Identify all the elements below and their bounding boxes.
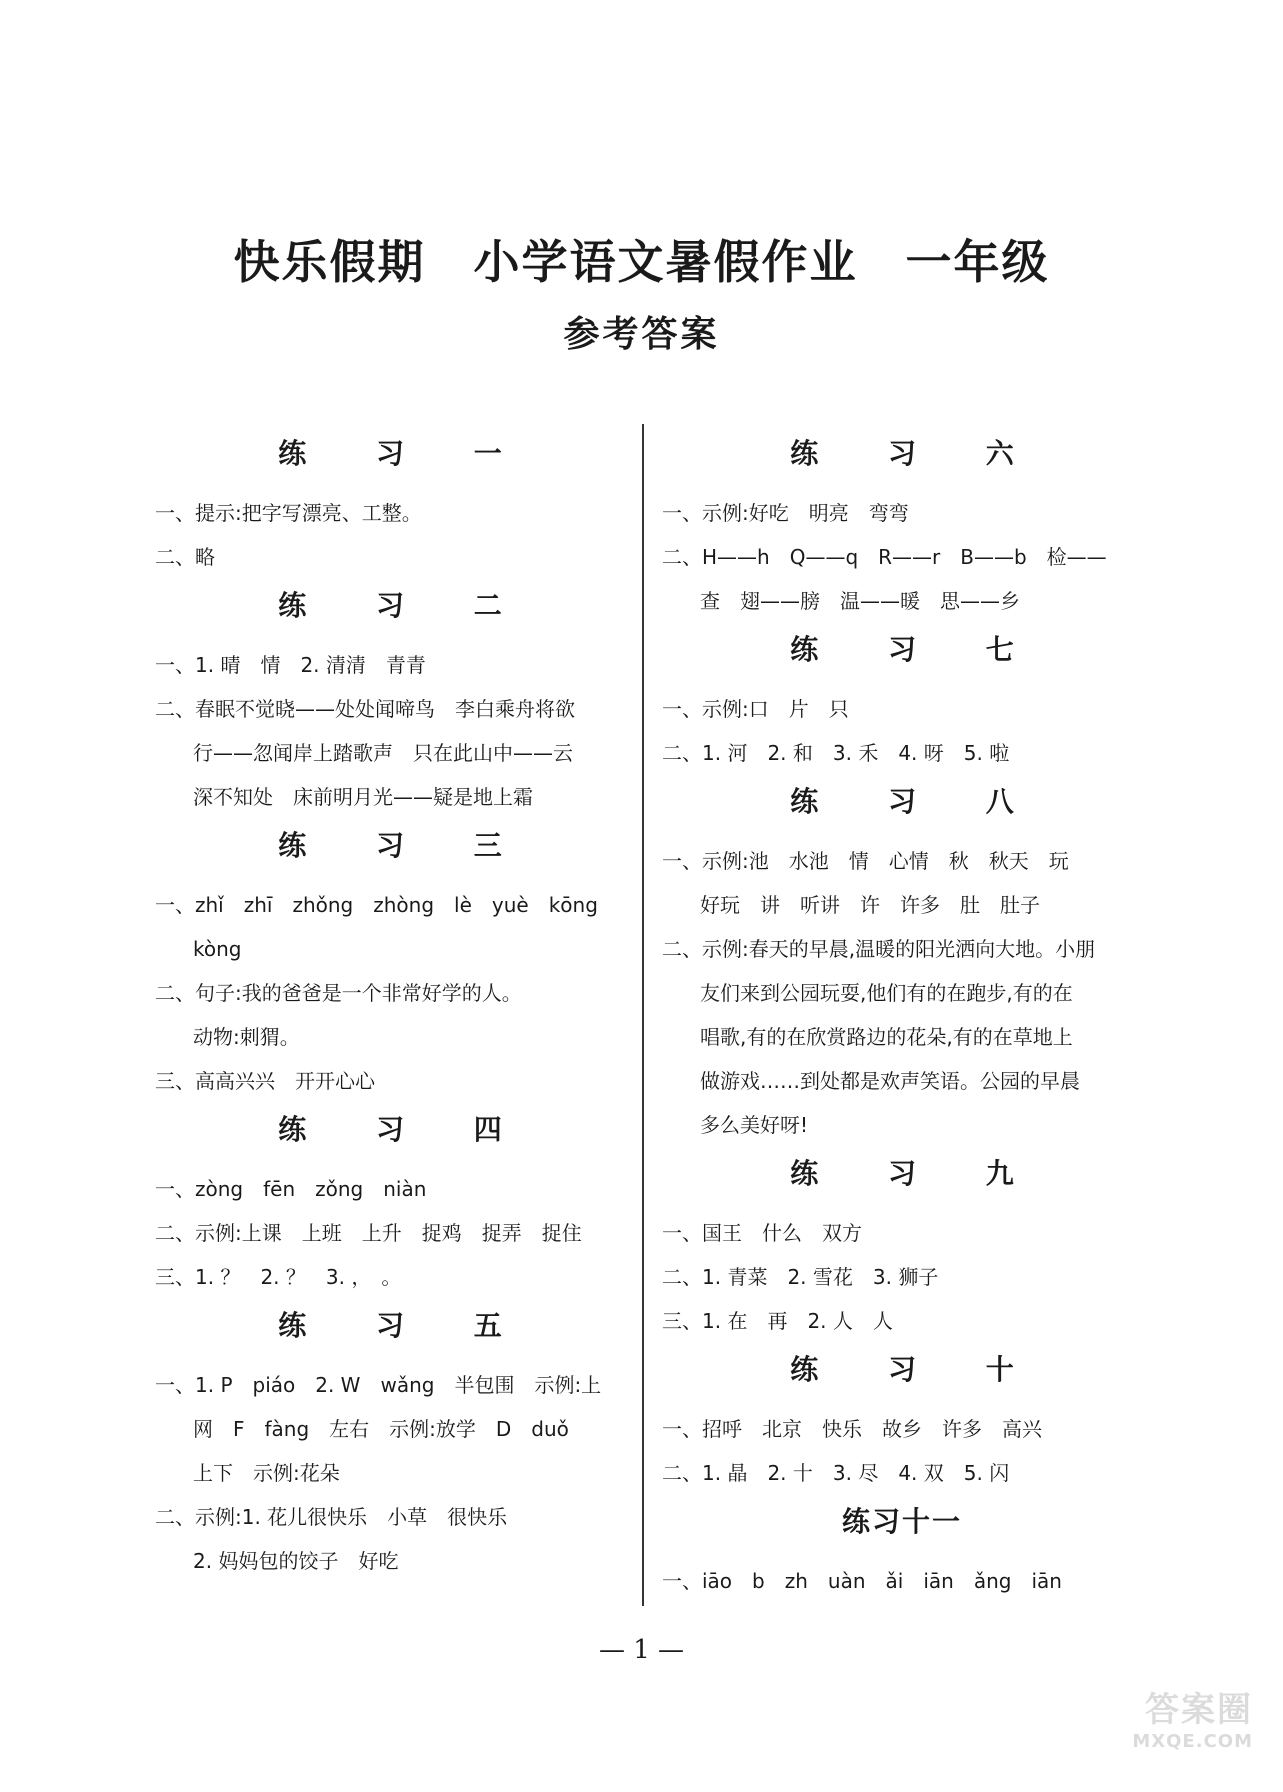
section-heading: 练 习 五 [278,1309,532,1342]
answer-line: 三、1. ？ 2. ？ 3. ， 。 [155,1265,402,1289]
section-heading: 练 习 十 [790,1353,1044,1386]
answer-line: 友们来到公园玩耍,他们有的在跑步,有的在 [700,981,1073,1005]
section-heading: 练 习 八 [790,785,1044,818]
answer-line: 三、高高兴兴 开开心心 [155,1069,375,1093]
answer-line: 唱歌,有的在欣赏路边的花朵,有的在草地上 [700,1025,1073,1049]
watermark-logo [1132,1682,1253,1752]
page-title: 快乐假期 小学语文暑假作业 一年级 [233,235,1050,289]
answer-line: 一、招呼 北京 快乐 故乡 许多 高兴 [662,1417,1042,1441]
answer-line: 一、1. P piáo 2. W wǎng 半包围 示例:上 [155,1373,602,1397]
answer-line: 一、示例:好吃 明亮 弯弯 [662,501,909,525]
answer-line: 二、1. 青菜 2. 雪花 3. 狮子 [662,1265,939,1289]
section-heading: 练 习 七 [790,633,1044,666]
answer-line: 好玩 讲 听讲 许 许多 肚 肚子 [700,893,1040,917]
watermark-top-text: 答案圈 [1145,1690,1253,1730]
answer-line: 二、春眠不觉晓——处处闻啼鸟 李白乘舟将欲 [155,697,575,721]
answer-line: 一、示例:池 水池 情 心情 秋 秋天 玩 [662,849,1069,873]
answer-line: 2. 妈妈包的饺子 好吃 [193,1549,399,1573]
answer-line: 网 F fàng 左右 示例:放学 D duǒ [193,1417,569,1441]
answer-line: 二、H——h Q——q R——r B——b 检—— [662,545,1107,569]
answer-line: 一、示例:口 片 只 [662,697,849,721]
answer-line: 二、示例:1. 花儿很快乐 小草 很快乐 [155,1505,508,1529]
left-column [155,425,625,1583]
answer-line: 动物:刺猬。 [193,1025,300,1049]
answer-line: 三、1. 在 再 2. 人 人 [662,1309,893,1333]
page-subtitle: 参考答案 [563,314,720,355]
answer-line: kòng [193,937,242,961]
section-heading: 练 习 一 [278,437,532,470]
answer-line: 一、iāo b zh uàn ǎi iān ǎng iān [662,1569,1062,1593]
answer-line: 二、示例:上课 上班 上升 捉鸡 捉弄 捉住 [155,1221,582,1245]
answer-line: 二、句子:我的爸爸是一个非常好学的人。 [155,981,522,1005]
answer-line: 二、1. 河 2. 和 3. 禾 4. 呀 5. 啦 [662,741,1010,765]
column-divider [642,424,644,1606]
answer-line: 二、略 [155,545,215,569]
answer-line: 一、zòng fēn zǒng niàn [155,1177,427,1201]
answer-line: 行——忽闻岸上踏歌声 只在此山中——云 [193,741,573,765]
page-number: — 1 — [598,1635,685,1665]
right-column [662,425,1142,1603]
answer-line: 查 翅——膀 温——暖 思——乡 [700,589,1020,613]
section-heading: 练 习 九 [790,1157,1044,1190]
section-heading: 练 习 六 [790,437,1044,470]
section-heading: 练 习 三 [278,829,532,862]
answer-line: 一、zhǐ zhī zhǒng zhòng lè yuè kōng [155,893,598,917]
answer-line: 一、国王 什么 双方 [662,1221,862,1245]
answer-line: 二、示例:春天的早晨,温暖的阳光洒向大地。小朋 [662,937,1096,961]
answer-line: 二、1. 晶 2. 十 3. 尽 4. 双 5. 闪 [662,1461,1010,1485]
section-heading: 练习十一 [841,1505,962,1538]
watermark-bottom-text: MXQE.COM [1132,1731,1253,1752]
answer-line: 深不知处 床前明月光——疑是地上霜 [193,785,533,809]
answer-line: 一、提示:把字写漂亮、工整。 [155,501,422,525]
section-heading: 练 习 二 [278,589,532,622]
answer-line: 一、1. 晴 情 2. 清清 青青 [155,653,426,677]
answer-line: 多么美好呀! [700,1113,809,1137]
answer-line: 上下 示例:花朵 [193,1461,340,1485]
answer-line: 做游戏……到处都是欢声笑语。公园的早晨 [700,1069,1080,1093]
section-heading: 练 习 四 [278,1113,532,1146]
